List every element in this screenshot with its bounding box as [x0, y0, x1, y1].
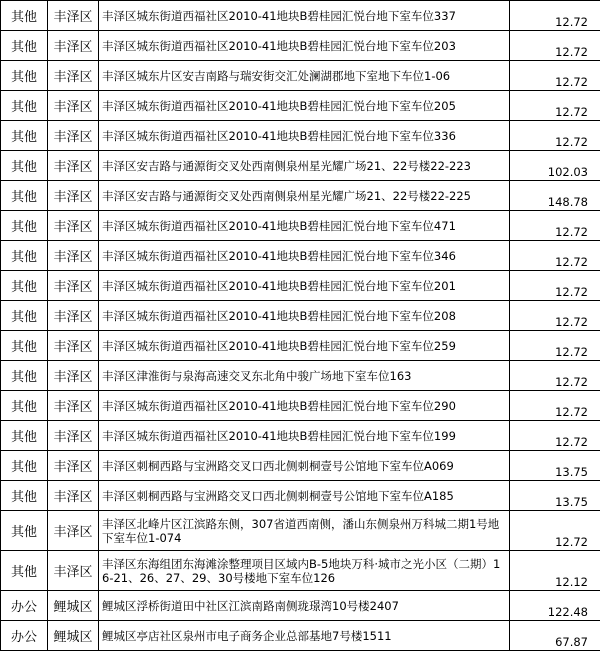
table-row — [1, 481, 600, 511]
district-cell: 丰泽区 — [48, 361, 99, 391]
type-cell: 其他 — [1, 271, 48, 301]
district-cell: 鲤城区 — [48, 591, 99, 621]
table-row — [1, 511, 600, 551]
area-cell: 122.48 — [510, 591, 600, 621]
district-cell: 丰泽区 — [48, 91, 99, 121]
table-row — [1, 271, 600, 301]
area-cell: 12.72 — [510, 331, 600, 361]
type-cell: 其他 — [1, 331, 48, 361]
address-cell: 丰泽区城东街道西福社区2010-41地块B碧桂园汇悦台地下室车位203 — [99, 31, 510, 61]
district-cell: 鲤城区 — [48, 621, 99, 651]
district-cell: 丰泽区 — [48, 421, 99, 451]
type-cell: 办公 — [1, 591, 48, 621]
district-cell: 丰泽区 — [48, 61, 99, 91]
address-cell: 鲤城区亭店社区泉州市电子商务企业总部基地7号楼1511 — [99, 621, 510, 651]
asset-table-body — [1, 1, 600, 651]
district-cell: 丰泽区 — [48, 151, 99, 181]
type-cell: 其他 — [1, 1, 48, 31]
type-cell: 其他 — [1, 451, 48, 481]
address-cell: 丰泽区城东街道西福社区2010-41地块B碧桂园汇悦台地下室车位205 — [99, 91, 510, 121]
table-row — [1, 1, 600, 31]
table-row — [1, 621, 600, 651]
district-cell: 丰泽区 — [48, 271, 99, 301]
table-row — [1, 91, 600, 121]
district-cell: 丰泽区 — [48, 1, 99, 31]
type-cell: 其他 — [1, 151, 48, 181]
area-cell: 12.72 — [510, 511, 600, 551]
area-cell: 12.72 — [510, 301, 600, 331]
district-cell: 丰泽区 — [48, 481, 99, 511]
table-row — [1, 121, 600, 151]
area-cell: 12.72 — [510, 271, 600, 301]
district-cell: 丰泽区 — [48, 31, 99, 61]
area-cell: 12.72 — [510, 91, 600, 121]
address-cell: 丰泽区刺桐西路与宝洲路交叉口西北侧刺桐壹号公馆地下室车位A069 — [99, 451, 510, 481]
area-cell: 12.72 — [510, 1, 600, 31]
district-cell: 丰泽区 — [48, 121, 99, 151]
area-cell: 12.12 — [510, 551, 600, 591]
area-cell: 12.72 — [510, 421, 600, 451]
address-cell: 丰泽区城东街道西福社区2010-41地块B碧桂园汇悦台地下室车位199 — [99, 421, 510, 451]
type-cell: 其他 — [1, 481, 48, 511]
type-cell: 其他 — [1, 211, 48, 241]
table-row — [1, 591, 600, 621]
table-row — [1, 241, 600, 271]
table-row — [1, 391, 600, 421]
address-cell: 丰泽区城东街道西福社区2010-41地块B碧桂园汇悦台地下室车位471 — [99, 211, 510, 241]
table-row — [1, 421, 600, 451]
district-cell: 丰泽区 — [48, 181, 99, 211]
address-cell: 丰泽区刺桐西路与宝洲路交叉口西北侧刺桐壹号公馆地下室车位A185 — [99, 481, 510, 511]
address-cell: 丰泽区城东街道西福社区2010-41地块B碧桂园汇悦台地下室车位346 — [99, 241, 510, 271]
type-cell: 其他 — [1, 391, 48, 421]
area-cell: 13.75 — [510, 451, 600, 481]
type-cell: 其他 — [1, 511, 48, 551]
area-cell: 12.72 — [510, 121, 600, 151]
table-row — [1, 301, 600, 331]
type-cell: 其他 — [1, 181, 48, 211]
type-cell: 其他 — [1, 301, 48, 331]
table-row — [1, 331, 600, 361]
district-cell: 丰泽区 — [48, 551, 99, 591]
type-cell: 其他 — [1, 121, 48, 151]
address-cell: 丰泽区城东街道西福社区2010-41地块B碧桂园汇悦台地下室车位290 — [99, 391, 510, 421]
address-cell: 丰泽区城东片区安吉南路与瑞安街交汇处澜湖郡地下室地下车位1-06 — [99, 61, 510, 91]
address-cell: 丰泽区北峰片区江滨路东侧，307省道西南侧，潘山东侧泉州万科城二期1号地下室车位1-074 — [99, 511, 510, 551]
address-cell: 丰泽区东海组团东海滩涂整理项目区域内B-5地块万科·城市之光小区（二期）16-21、26、27、29、30号楼地下室车位126 — [99, 551, 510, 591]
area-cell: 12.72 — [510, 391, 600, 421]
area-cell: 12.72 — [510, 61, 600, 91]
address-cell: 丰泽区城东街道西福社区2010-41地块B碧桂园汇悦台地下室车位201 — [99, 271, 510, 301]
district-cell: 丰泽区 — [48, 301, 99, 331]
type-cell: 其他 — [1, 61, 48, 91]
area-cell: 13.75 — [510, 481, 600, 511]
type-cell: 其他 — [1, 551, 48, 591]
table-row — [1, 361, 600, 391]
table-row — [1, 211, 600, 241]
table-row — [1, 61, 600, 91]
district-cell: 丰泽区 — [48, 211, 99, 241]
area-cell: 148.78 — [510, 181, 600, 211]
table-row — [1, 31, 600, 61]
type-cell: 办公 — [1, 621, 48, 651]
type-cell: 其他 — [1, 361, 48, 391]
address-cell: 丰泽区城东街道西福社区2010-41地块B碧桂园汇悦台地下室车位336 — [99, 121, 510, 151]
area-cell: 12.72 — [510, 211, 600, 241]
type-cell: 其他 — [1, 421, 48, 451]
area-cell: 102.03 — [510, 151, 600, 181]
area-cell: 67.87 — [510, 621, 600, 651]
type-cell: 其他 — [1, 91, 48, 121]
district-cell: 丰泽区 — [48, 451, 99, 481]
address-cell: 丰泽区城东街道西福社区2010-41地块B碧桂园汇悦台地下室车位259 — [99, 331, 510, 361]
district-cell: 丰泽区 — [48, 241, 99, 271]
address-cell: 丰泽区安吉路与通源街交叉处西南侧泉州星光耀广场21、22号楼22-225 — [99, 181, 510, 211]
table-row — [1, 551, 600, 591]
address-cell: 丰泽区安吉路与通源街交叉处西南侧泉州星光耀广场21、22号楼22-223 — [99, 151, 510, 181]
address-cell: 丰泽区城东街道西福社区2010-41地块B碧桂园汇悦台地下室车位337 — [99, 1, 510, 31]
table-row — [1, 181, 600, 211]
type-cell: 其他 — [1, 241, 48, 271]
district-cell: 丰泽区 — [48, 391, 99, 421]
area-cell: 12.72 — [510, 361, 600, 391]
address-cell: 丰泽区津淮街与泉海高速交叉东北角中骏广场地下室车位163 — [99, 361, 510, 391]
district-cell: 丰泽区 — [48, 511, 99, 551]
area-cell: 12.72 — [510, 241, 600, 271]
type-cell: 其他 — [1, 31, 48, 61]
area-cell: 12.72 — [510, 31, 600, 61]
address-cell: 丰泽区城东街道西福社区2010-41地块B碧桂园汇悦台地下室车位208 — [99, 301, 510, 331]
table-row — [1, 451, 600, 481]
district-cell: 丰泽区 — [48, 331, 99, 361]
address-cell: 鲤城区浮桥街道田中社区江滨南路南侧珑璟湾10号楼2407 — [99, 591, 510, 621]
table-row — [1, 151, 600, 181]
